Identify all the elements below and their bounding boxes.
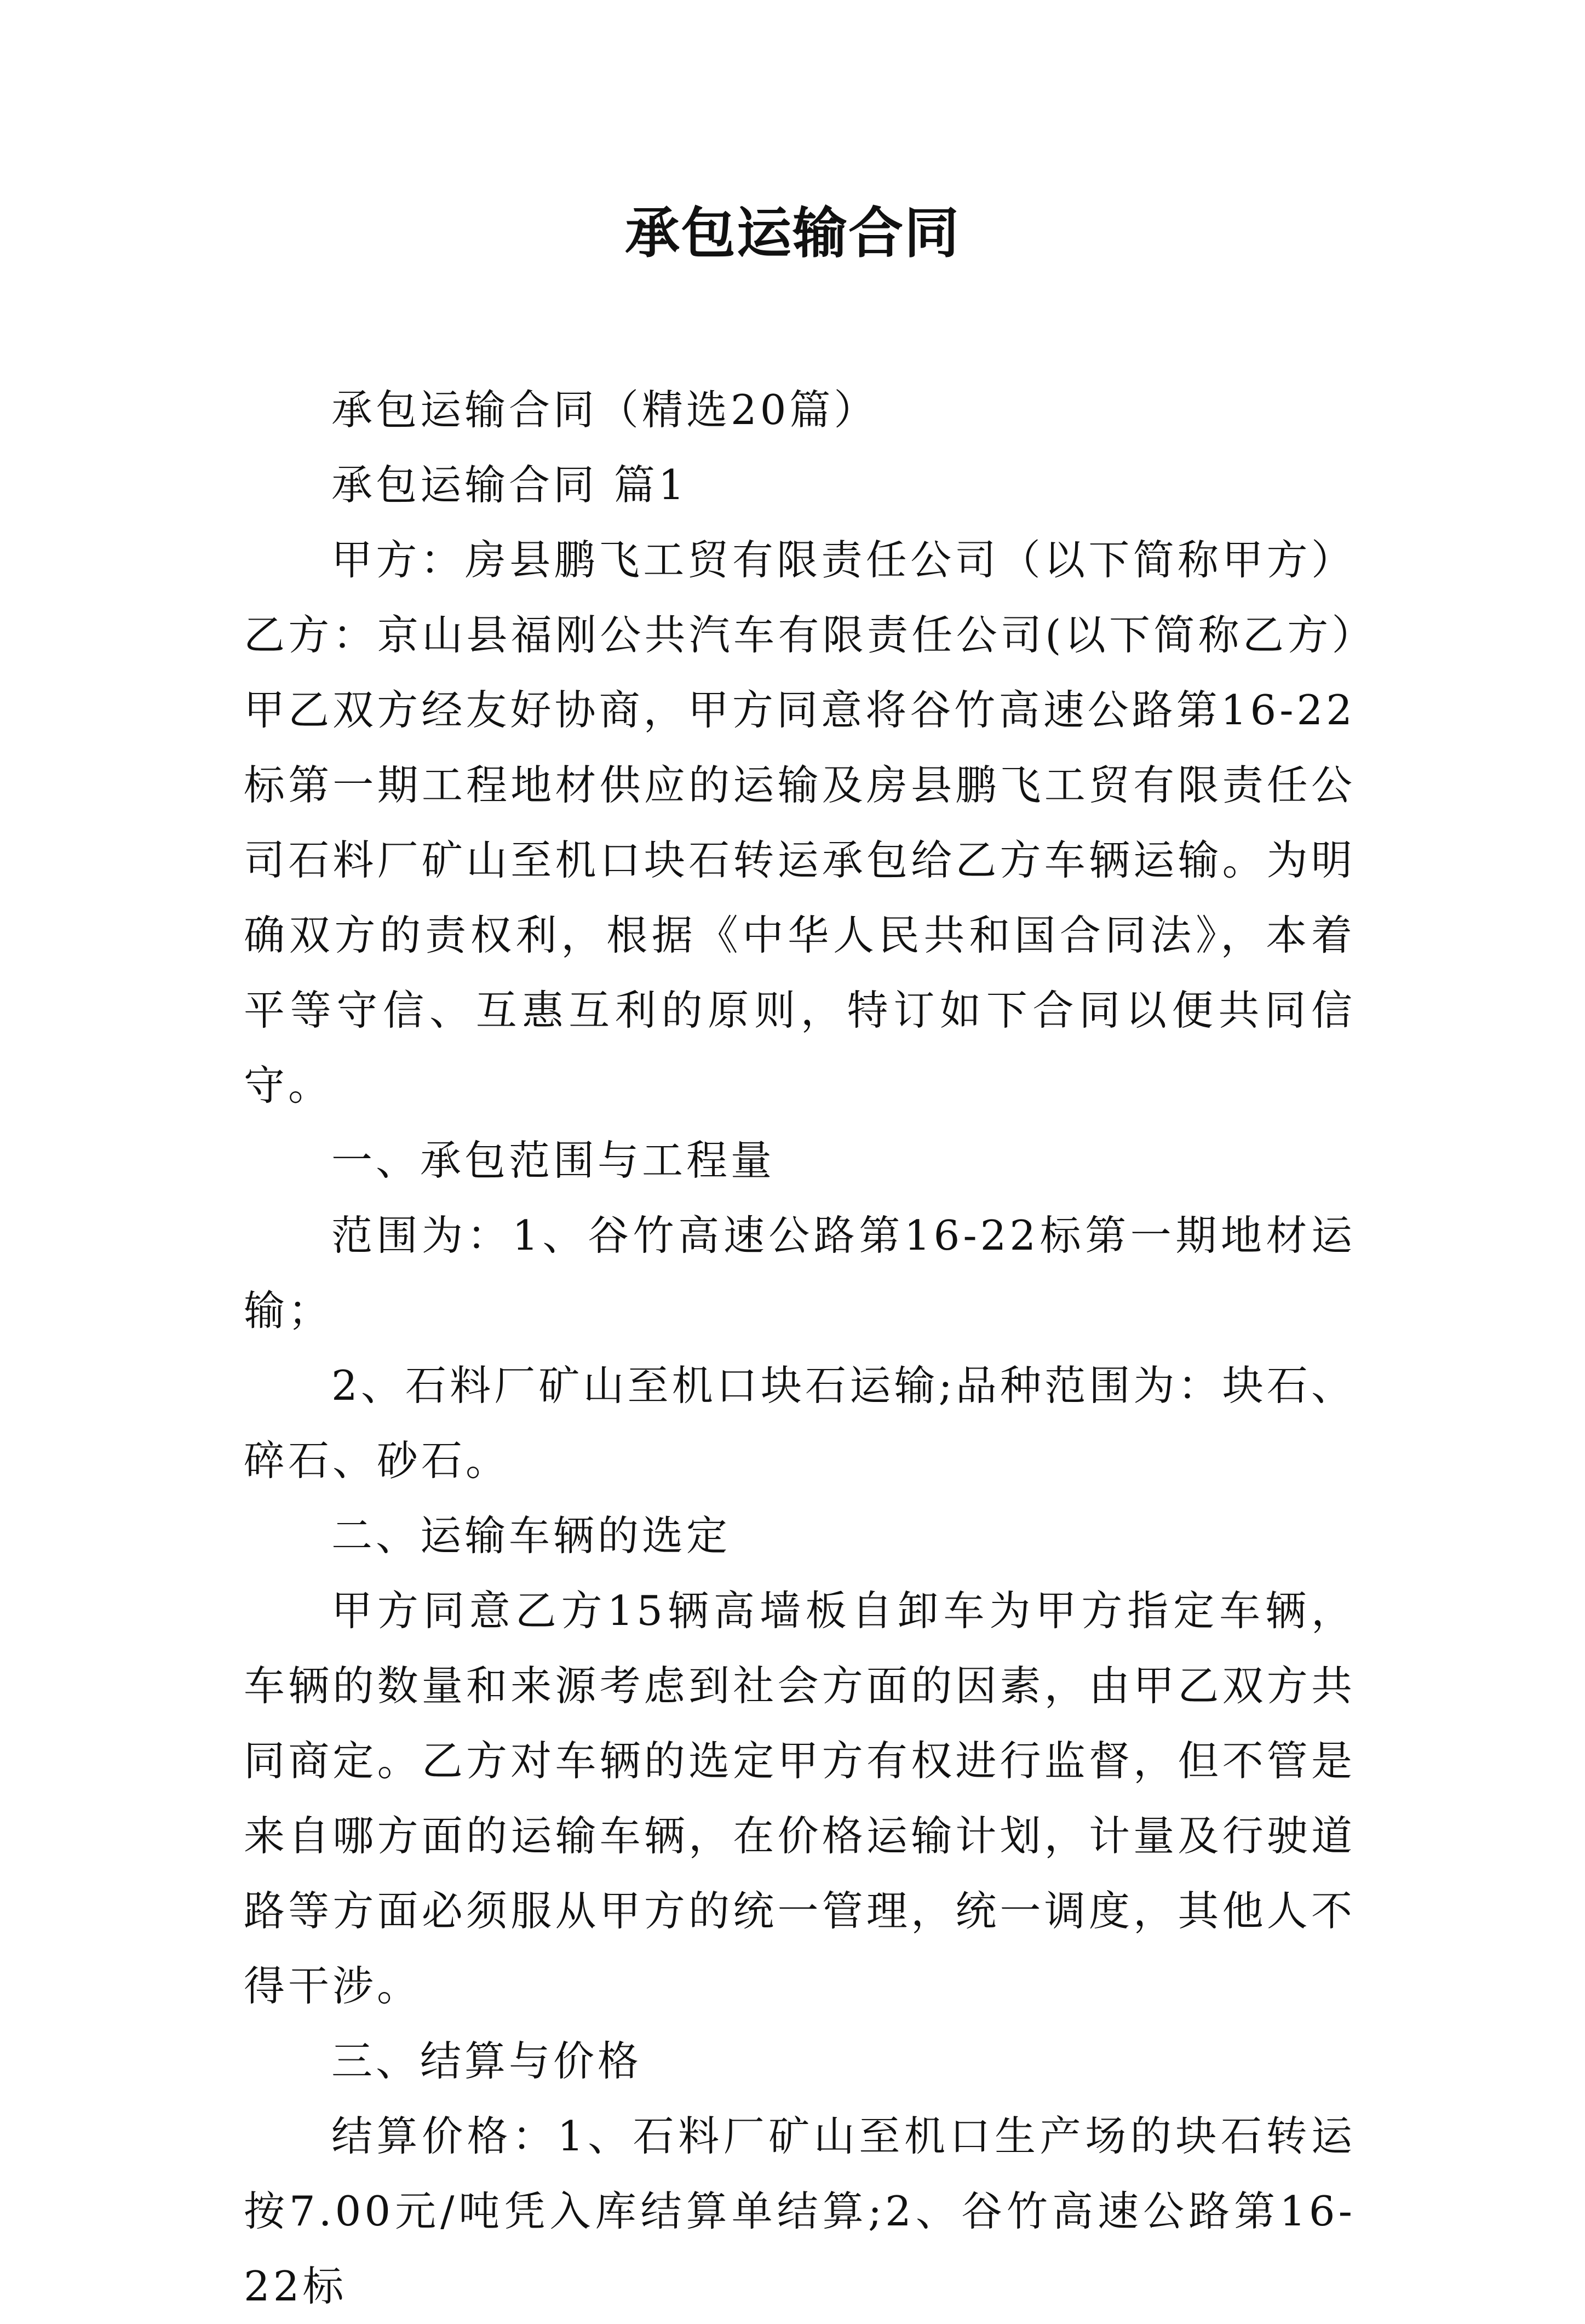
document-title: 承包运输合同 xyxy=(625,201,960,265)
section-heading-settlement: 三、结算与价格 xyxy=(331,2037,642,2085)
paragraph-article-heading: 承包运输合同 篇1 xyxy=(331,461,688,509)
section-heading-vehicles: 二、运输车辆的选定 xyxy=(331,1512,731,1560)
paragraph-scope-2: 2、石料厂矿山至机口块石运输;品种范围为：块石、碎石、砂石。 xyxy=(244,1361,1356,1485)
paragraph-vehicles: 甲方同意乙方15辆高墙板自卸车为甲方指定车辆，车辆的数量和来源考虑到社会方面的因素，由甲乙双方共同商定。乙方对车辆的选定甲方有权进行监督，但不管是来自哪方面的运输车辆，在价格运输计划，计量及行驶道路等方面必须服从甲方的统一管理，统一调度，其他人不得干涉。 xyxy=(244,1587,1356,2010)
document-body xyxy=(244,373,1356,2324)
section-heading-scope: 一、承包范围与工程量 xyxy=(331,1136,776,1184)
paragraph-parties: 甲方：房县鹏飞工贸有限责任公司（以下简称甲方）乙方：京山县福刚公共汽车有限责任公司(以下简称乙方）甲乙双方经友好协商，甲方同意将谷竹高速公路第16-22标第一期工程地材供应的运输及房县鹏飞工贸有限责任公司石料厂矿山至机口块石转运承包给乙方车辆运输。为明确双方的责权利，根据《中华人民共和国合同法》，本着平等守信、互惠互利的原则，特订如下合同以便共同信守。 xyxy=(244,536,1356,1109)
paragraph-subtitle: 承包运输合同（精选20篇） xyxy=(331,386,878,434)
paragraph-scope-1: 范围为：1、谷竹高速公路第16-22标第一期地材运输； xyxy=(244,1211,1356,1335)
paragraph-settlement: 结算价格：1、石料厂矿山至机口生产场的块石转运按7.00元/吨凭入库结算单结算;2、谷竹高速公路第16-22标 xyxy=(244,2112,1356,2310)
